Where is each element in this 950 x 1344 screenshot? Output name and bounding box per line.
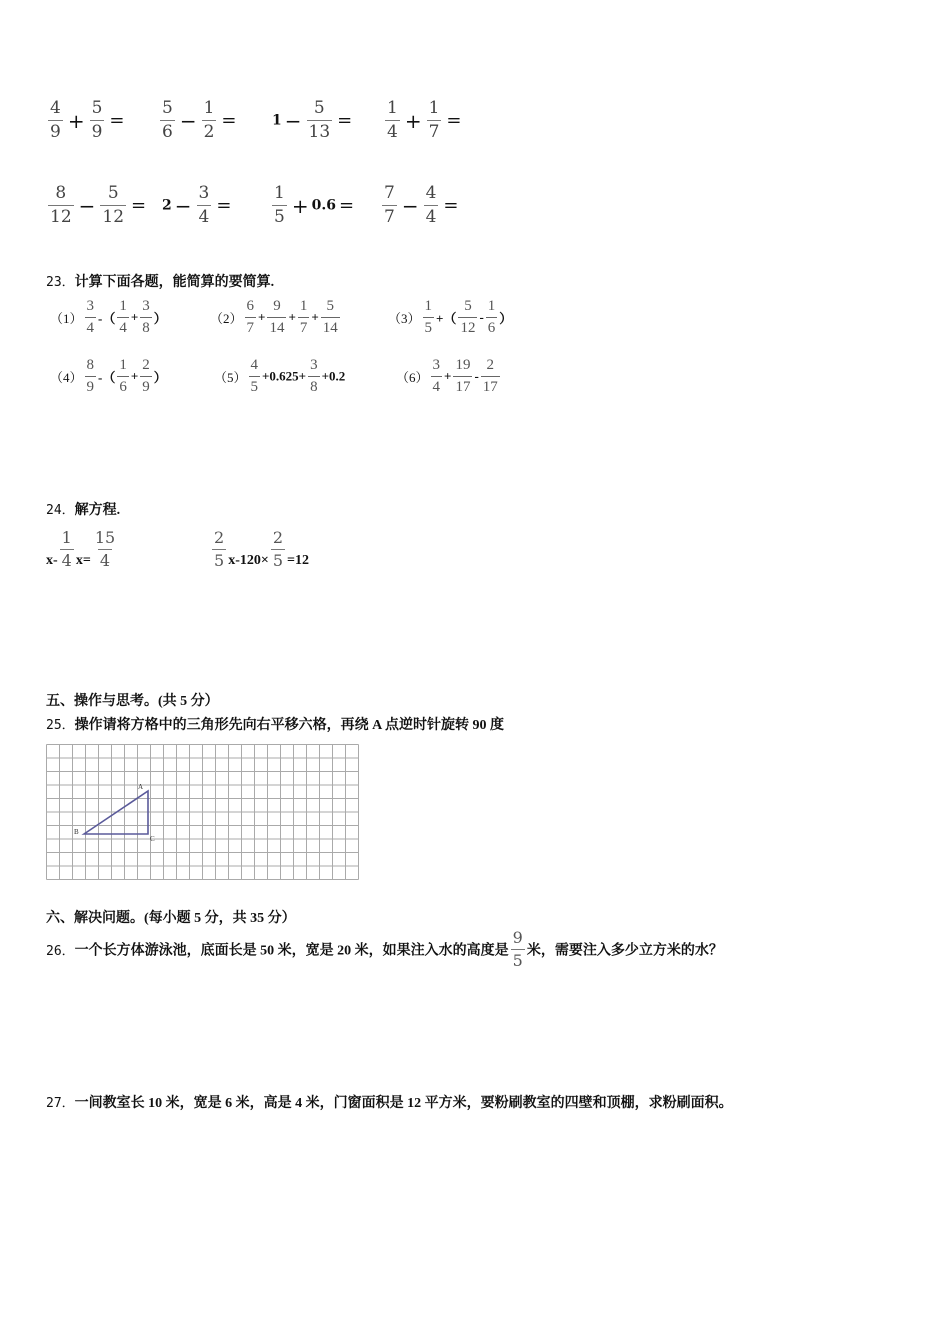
fraction: $\frac{8}{12}$ [50, 183, 72, 227]
point-label-b: B [74, 828, 79, 836]
point-label-c: C [150, 835, 155, 843]
oral-calc-6: 2 − $\frac{3}{4}$ = [162, 183, 232, 227]
equation-2: $\frac{2}{5}$ x-120× $\frac{2}{5}$ =12 [214, 528, 309, 570]
question-24-title: 24．解方程. [46, 503, 121, 518]
question-26-text: 26．一个长方体游泳池，底面长是 50 米，宽是 20 米，如果注入水的高度是 $\frac{9}{5}$ 米，需要注入多少立方米的水？ [46, 928, 723, 970]
q23-item-5: （5） $\frac{4}{5}$ +0.625+ $\frac{3}{8}$ +0.2 [214, 357, 346, 395]
q23-item-4: （4） $\frac{8}{9}$ -（ $\frac{1}{6}$ + $\frac{2}{9}$ ） [50, 357, 167, 395]
fraction: $\frac{1}{2}$ [203, 98, 215, 142]
question-23-title: 23．计算下面各题，能简算的要简算. [46, 275, 275, 290]
section-5-title: 五、操作与思考。(共 5 分） [46, 694, 219, 709]
oral-calc-4: $\frac{1}{4}$ + $\frac{1}{7}$ = [387, 98, 462, 142]
fraction: $\frac{3}{4}$ [198, 183, 210, 227]
q23-item-3: （3） $\frac{1}{5}$ +（ $\frac{5}{12}$ - $\frac{1}{6}$ ） [388, 298, 513, 336]
q23-item-2: （2） $\frac{6}{7}$ + $\frac{9}{14}$ + $\frac{1}{7}$ + $\frac{5}{14}$ [210, 298, 338, 336]
oral-calc-1: $\frac{4}{9}$ + $\frac{5}{9}$ = [50, 98, 125, 142]
q23-item-6: （6） $\frac{3}{4}$ + $\frac{19}{17}$ - $\frac{2}{17}$ [396, 357, 498, 395]
oral-calc-8: $\frac{7}{7}$ − $\frac{4}{4}$ = [384, 183, 459, 227]
oral-calc-7: $\frac{1}{5}$ + 0.6 = [274, 183, 355, 227]
equation-1: x- $\frac{1}{4}$ x= $\frac{15}{4}$ [46, 528, 116, 570]
oral-calc-5: $\frac{8}{12}$ − $\frac{5}{12}$ = [50, 183, 147, 227]
question-27-text: 27．一间教室长 10 米，宽是 6 米，高是 4 米，门窗面积是 12 平方米，要粉刷教室的四壁和顶棚，求粉刷面积。 [46, 1096, 733, 1111]
grid-figure [46, 744, 359, 880]
section-6-title: 六、解决问题。(每小题 5 分，共 35 分） [46, 911, 296, 926]
q23-item-1: （1） $\frac{3}{4}$ -（ $\frac{1}{4}$ + $\frac{3}{8}$ ） [50, 298, 167, 336]
point-label-a: A [138, 783, 144, 791]
fraction: $\frac{1}{4}$ [387, 98, 398, 142]
fraction: $\frac{4}{9}$ [50, 98, 61, 142]
oral-calc-3: 1 − $\frac{5}{13}$ = [272, 98, 353, 142]
fraction: $\frac{5}{9}$ [91, 98, 103, 142]
fraction: $\frac{1}{5}$ [274, 183, 285, 227]
oral-calc-2: $\frac{5}{6}$ − $\frac{1}{2}$ = [162, 98, 237, 142]
fraction: $\frac{7}{7}$ [384, 183, 395, 227]
fraction: $\frac{5}{13}$ [308, 98, 331, 142]
question-25-text: 25．操作请将方格中的三角形先向右平移六格，再绕 A 点逆时针旋转 90 度 [46, 718, 504, 733]
fraction: $\frac{1}{7}$ [428, 98, 440, 142]
fraction: $\frac{4}{4}$ [425, 183, 437, 227]
fraction: $\frac{5}{12}$ [102, 183, 125, 227]
fraction: $\frac{5}{6}$ [162, 98, 173, 142]
